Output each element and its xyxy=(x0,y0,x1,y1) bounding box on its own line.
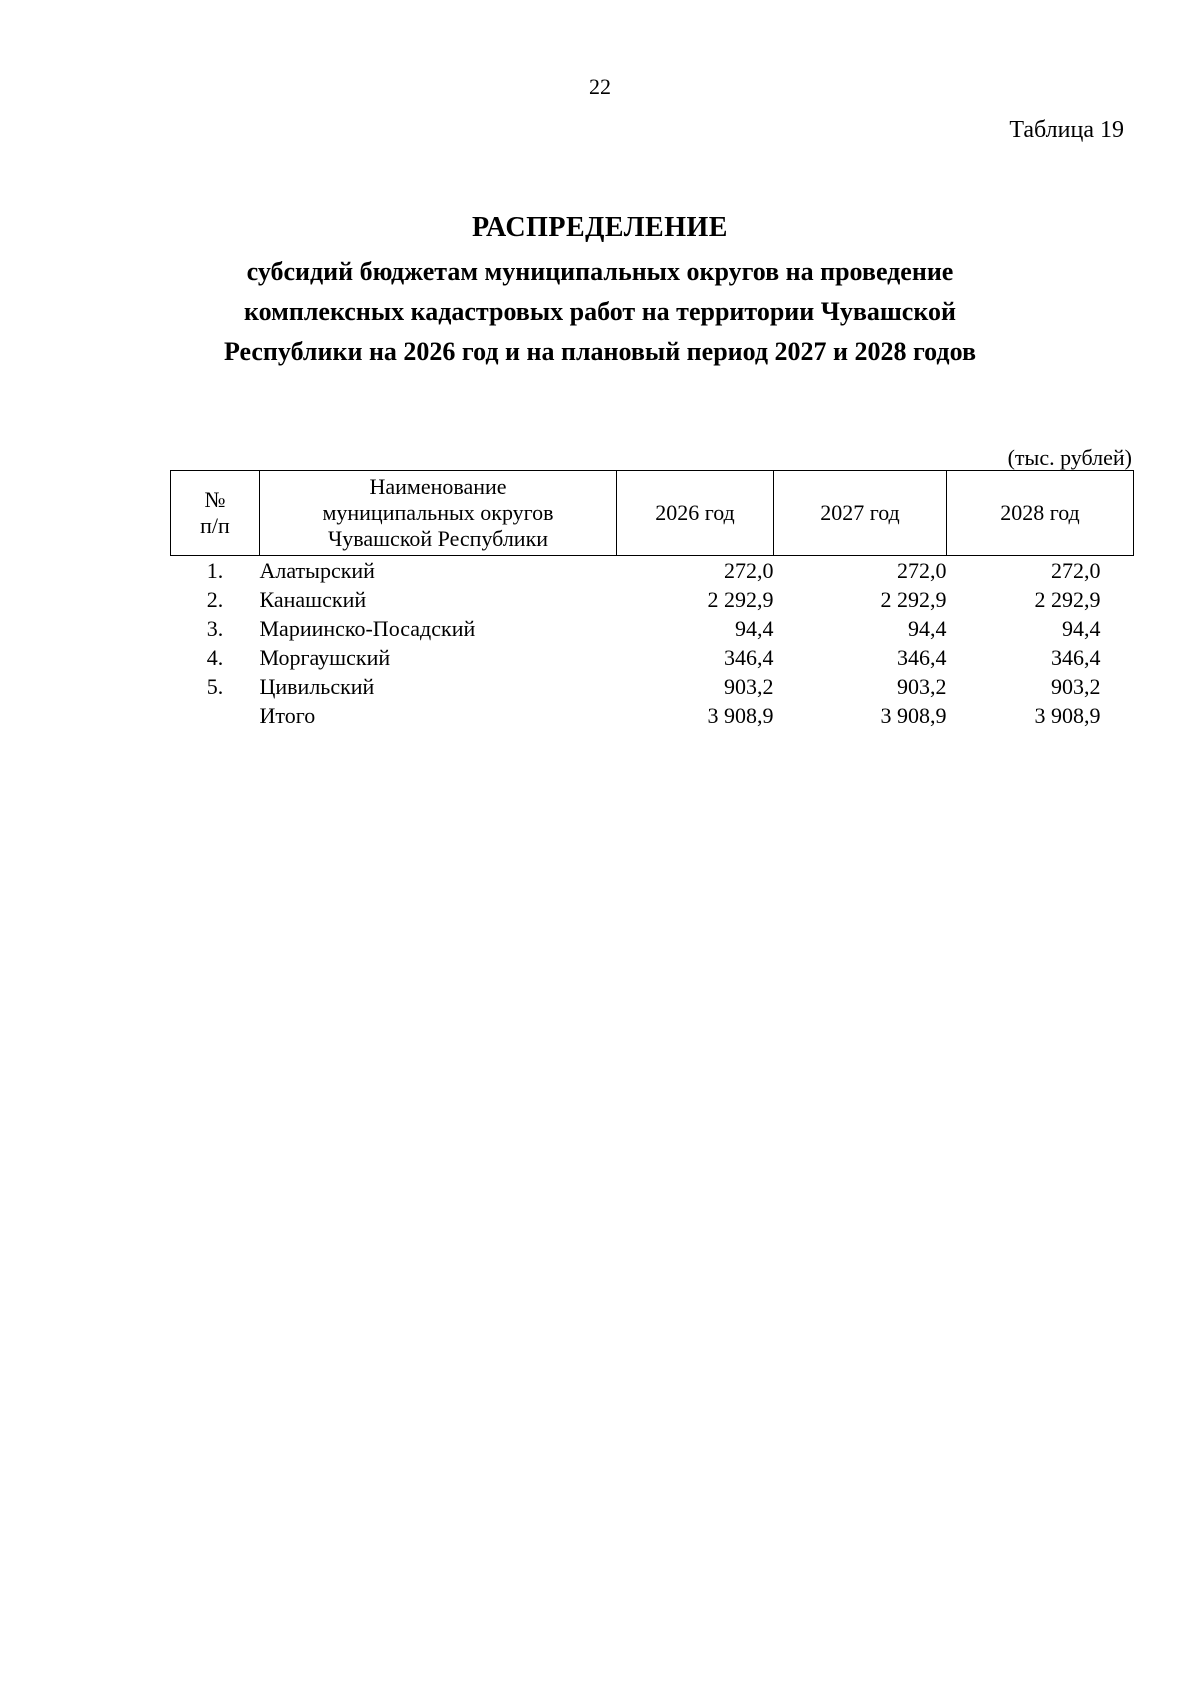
row-value-2026: 2 292,9 xyxy=(707,587,774,612)
total-label: Итого xyxy=(259,703,316,728)
subtitle-line: комплексных кадастровых работ на территории Чувашской xyxy=(244,297,956,326)
row-number: 1. xyxy=(206,558,224,583)
row-number: 4. xyxy=(206,645,224,670)
table-row xyxy=(171,614,1134,643)
header-number xyxy=(171,471,260,556)
document-subtitle xyxy=(0,252,1200,372)
row-value-2028: 94,4 xyxy=(1062,616,1101,641)
row-name: Канашский xyxy=(259,587,367,612)
header-name-line: Наименование xyxy=(369,474,507,499)
row-number: 2. xyxy=(206,587,224,612)
row-value-2028: 903,2 xyxy=(1051,674,1101,699)
distribution-table xyxy=(170,470,1134,730)
row-number: 3. xyxy=(206,616,224,641)
row-value-2027: 346,4 xyxy=(897,645,947,670)
subtitle-line: Республики на 2026 год и на плановый период 2027 и 2028 годов xyxy=(224,337,976,366)
row-value-2027: 272,0 xyxy=(897,558,947,583)
units-note: (тыс. рублей) xyxy=(1007,445,1132,470)
row-number: 5. xyxy=(206,674,224,699)
table-row xyxy=(171,643,1134,672)
row-name: Моргаушский xyxy=(259,645,391,670)
table-row xyxy=(171,672,1134,701)
row-name: Цивильский xyxy=(259,674,375,699)
row-name: Алатырский xyxy=(259,558,375,583)
row-value-2026: 94,4 xyxy=(735,616,774,641)
table-row xyxy=(171,556,1134,586)
total-number-cell xyxy=(171,701,260,730)
header-number-line: п/п xyxy=(200,513,230,538)
row-value-2028: 272,0 xyxy=(1051,558,1101,583)
header-name-line: муниципальных округов xyxy=(322,500,554,525)
row-value-2026: 272,0 xyxy=(724,558,774,583)
document-title: РАСПРЕДЕЛЕНИЕ xyxy=(472,212,728,243)
header-2027: 2027 год xyxy=(774,471,947,556)
total-value-2026: 3 908,9 xyxy=(707,703,774,728)
row-name: Мариинско-Посадский xyxy=(259,616,476,641)
header-number-line: № xyxy=(204,487,226,512)
total-row xyxy=(171,701,1134,730)
header-2028: 2028 год xyxy=(947,471,1134,556)
table-label: Таблица 19 xyxy=(1009,117,1124,143)
page-number: 22 xyxy=(589,74,611,99)
row-value-2027: 2 292,9 xyxy=(880,587,947,612)
row-value-2026: 346,4 xyxy=(724,645,774,670)
header-name xyxy=(260,471,617,556)
row-value-2027: 903,2 xyxy=(897,674,947,699)
row-value-2026: 903,2 xyxy=(724,674,774,699)
row-value-2028: 346,4 xyxy=(1051,645,1101,670)
row-value-2027: 94,4 xyxy=(908,616,947,641)
table-row xyxy=(171,585,1134,614)
table-header-row xyxy=(171,471,1134,556)
subtitle-line: субсидий бюджетам муниципальных округов на проведение xyxy=(246,257,954,286)
row-value-2028: 2 292,9 xyxy=(1034,587,1101,612)
header-name-line: Чувашской Республики xyxy=(327,526,549,551)
header-2026: 2026 год xyxy=(617,471,774,556)
total-value-2028: 3 908,9 xyxy=(1034,703,1101,728)
total-value-2027: 3 908,9 xyxy=(880,703,947,728)
